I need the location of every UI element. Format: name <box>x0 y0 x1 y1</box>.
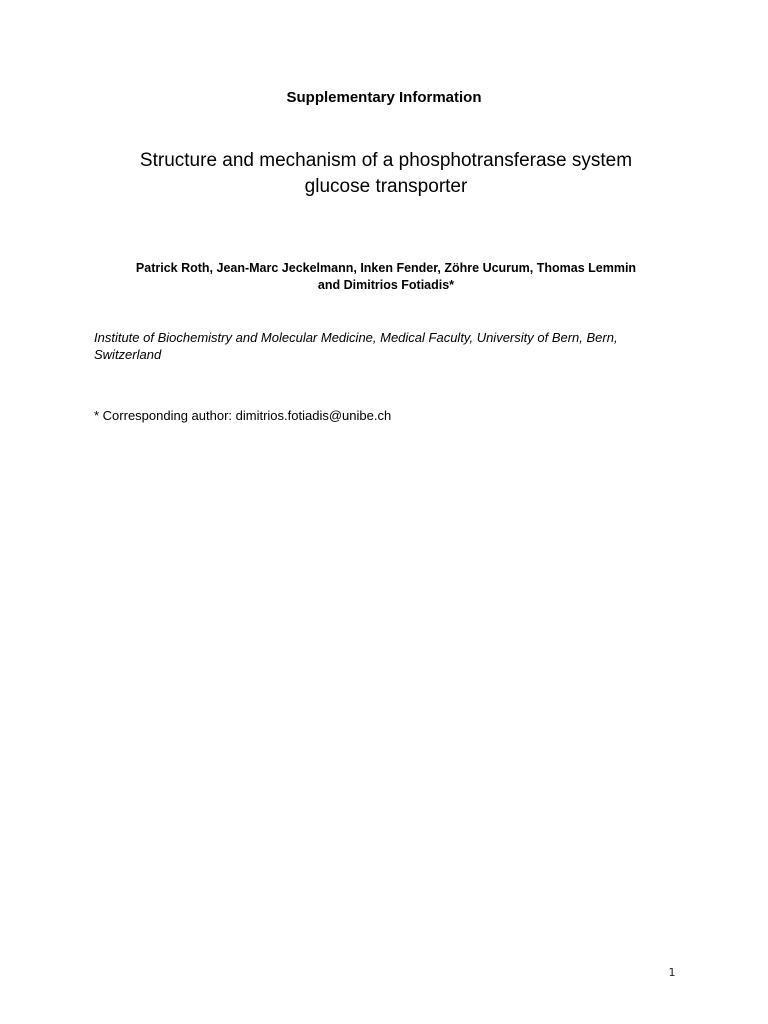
supplementary-heading: Supplementary Information <box>286 89 482 106</box>
affiliation <box>94 329 684 363</box>
author-list <box>94 260 678 294</box>
author-line-2: and Dimitrios Fotiadis* <box>317 278 455 292</box>
affiliation-line-2: Switzerland <box>94 347 162 362</box>
title-line-1: Structure and mechanism of a phosphotransferase system <box>139 150 633 171</box>
title-line-2: glucose transporter <box>304 176 468 197</box>
paper-title <box>94 148 678 200</box>
affiliation-line-1: Institute of Biochemistry and Molecular Medicine, Medical Faculty, University of Bern, Bern, <box>94 330 618 345</box>
corresponding-author: * Corresponding author: dimitrios.fotiadis@unibe.ch <box>94 408 392 423</box>
author-line-1: Patrick Roth, Jean-Marc Jeckelmann, Inken Fender, Zöhre Ucurum, Thomas Lemmin <box>135 261 637 275</box>
page-number: 1 <box>668 966 676 979</box>
